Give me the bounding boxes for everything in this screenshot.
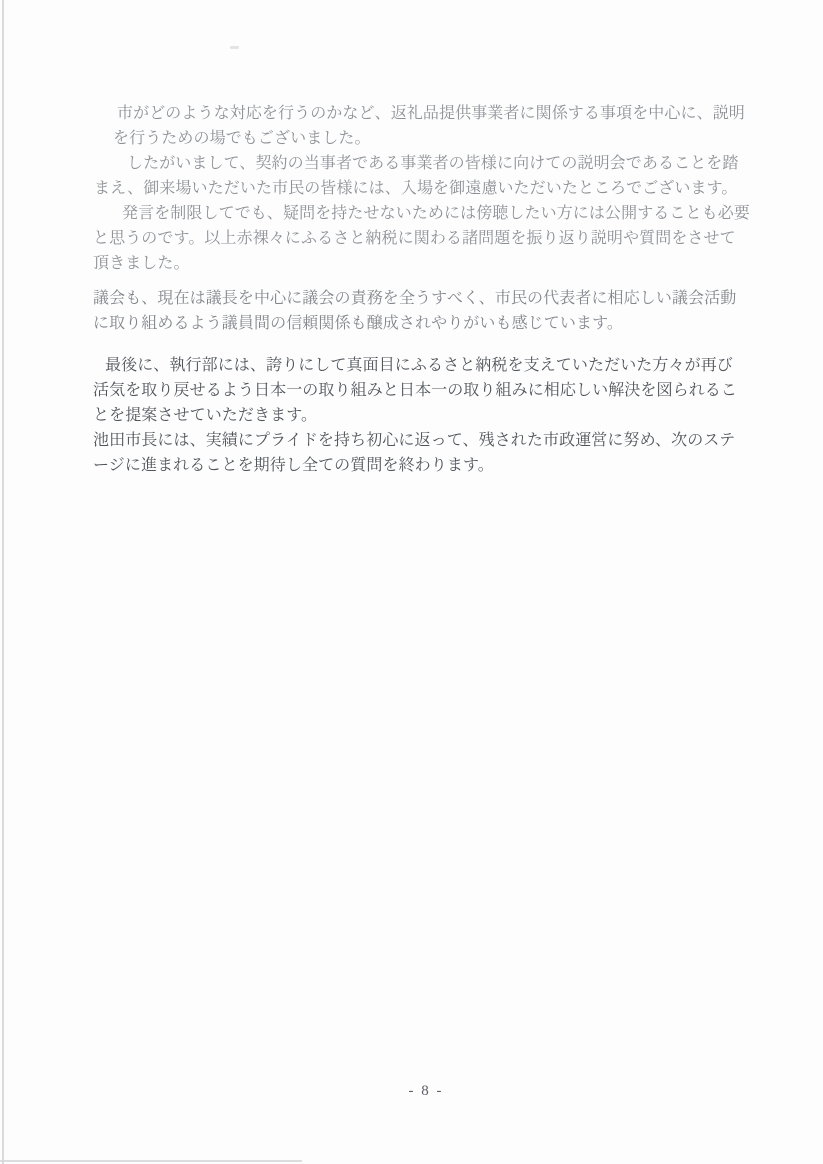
paragraph-closing-statement xyxy=(93,353,759,478)
text-line: 最後に、執行部には、誇りにして真面目にふるさと納税を支えていただいた方々が再び xyxy=(105,357,733,374)
text-line: に取り組めるよう議員間の信頼関係も醸成されやりがいも感じています。 xyxy=(93,315,624,332)
text-line: 池田市長には、実績にプライドを持ち初心に返って、残された市政運営に努め、次のステ xyxy=(93,432,736,449)
text-line: まえ、御来場いただいた市民の皆様には、入場を御遠慮いただいたところでございます。 xyxy=(94,180,738,197)
scan-edge-left-line xyxy=(2,0,4,1164)
scan-edge-bottom-line xyxy=(0,1160,302,1162)
text-line: を行うための場でもございました。 xyxy=(113,130,371,147)
text-line: 活気を取り戻せるよう日本一の取り組みと日本一の取り組みに相応しい解決を図られるこ xyxy=(93,382,738,399)
text-line: 頂きました。 xyxy=(93,255,190,272)
paragraph-council-remarks xyxy=(93,286,759,336)
text-line: と思うのです。以上赤裸々にふるさと納税に関わる諸問題を振り返り説明や質問をさせて xyxy=(93,230,736,247)
text-line: とを提案させていただきます。 xyxy=(93,407,318,424)
text-line: 議会も、現在は議長を中心に議会の責務を全うすべく、市民の代表者に相応しい議会活動 xyxy=(93,290,737,307)
scan-speck xyxy=(230,46,239,49)
text-line: したがいまして、契約の当事者である事業者の皆様に向けての説明会であることを踏 xyxy=(127,155,739,172)
text-line: 発言を制限してでも、疑問を持たせないためには傍聴したい方には公開することも必要 xyxy=(122,205,750,222)
text-line: ージに進まれることを期待し全ての質問を終わります。 xyxy=(93,457,494,474)
document-body xyxy=(93,101,759,478)
text-line: 市がどのような対応を行うのかなど、返礼品提供事業者に関係する事項を中心に、説明 xyxy=(117,105,745,122)
paragraph-explanation-session xyxy=(93,101,759,276)
page-number: - 8 - xyxy=(408,1083,444,1099)
